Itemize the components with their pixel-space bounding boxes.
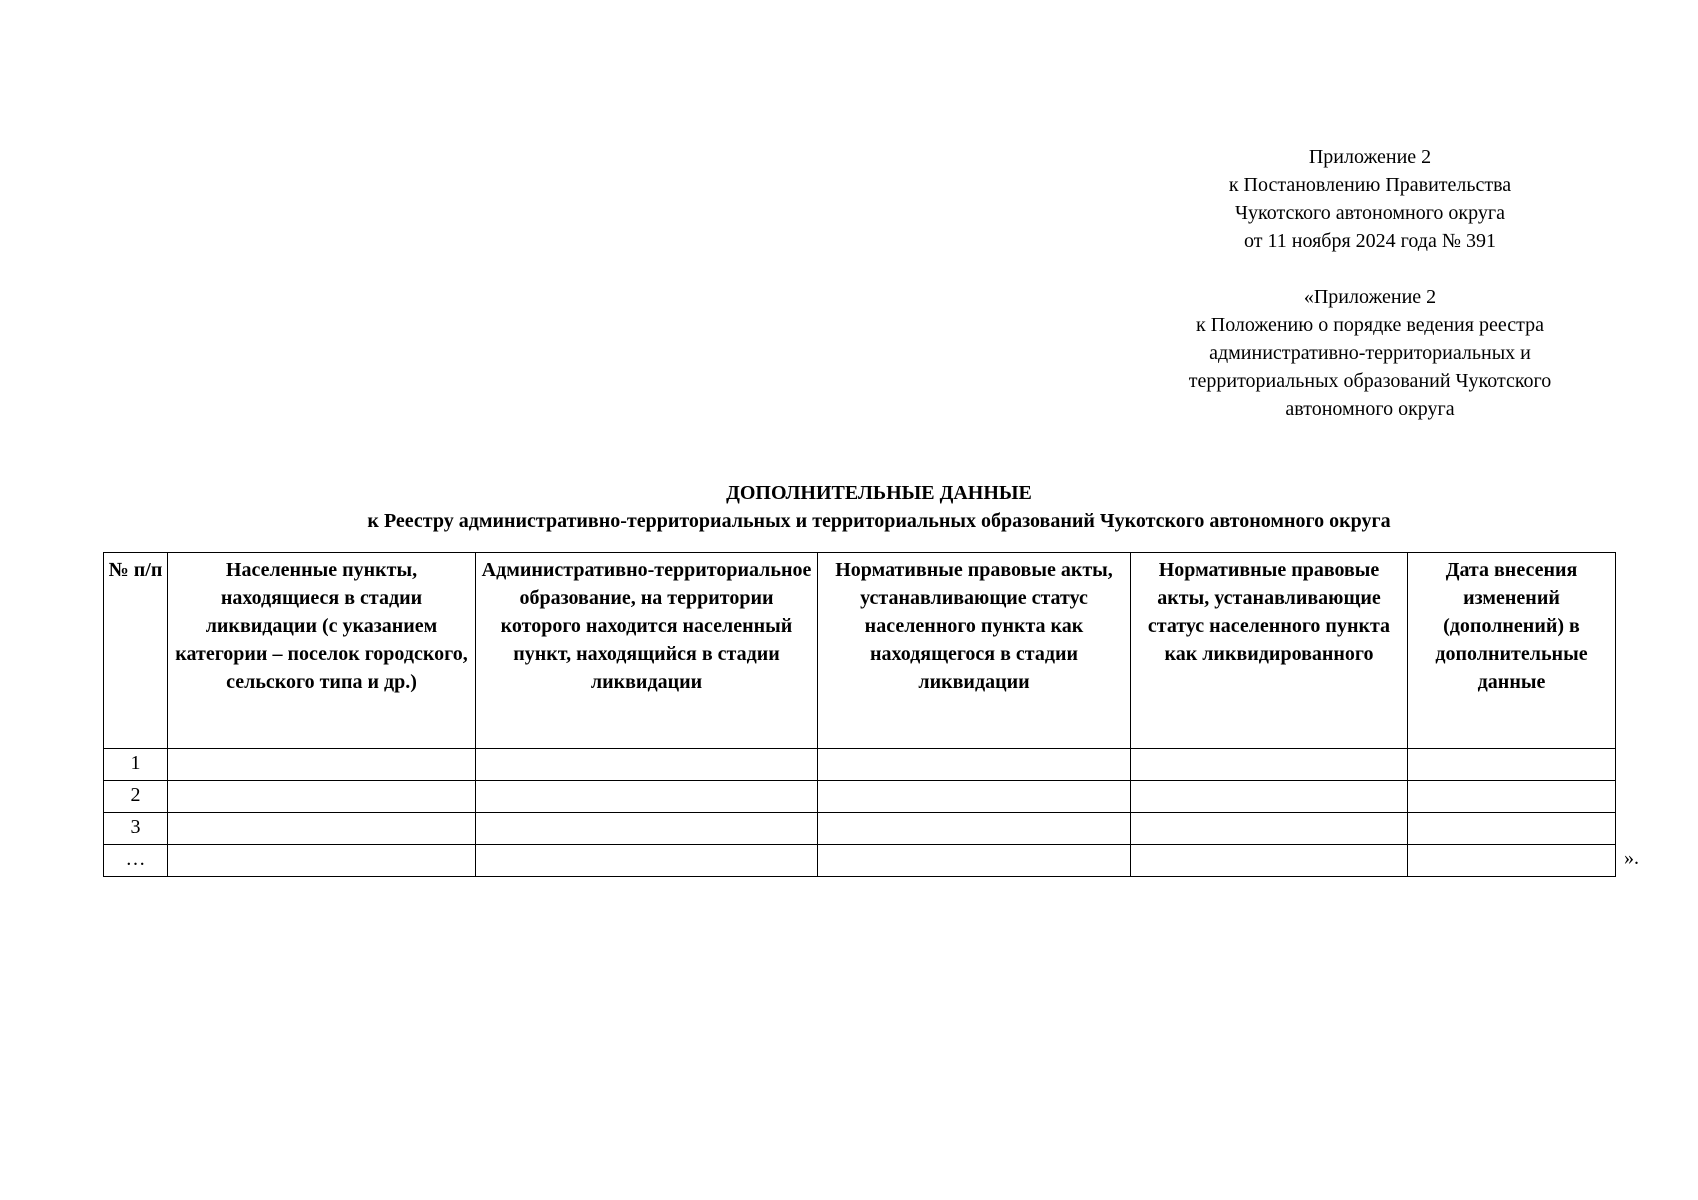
- table-cell: [476, 749, 818, 781]
- table-cell-number: 1: [104, 749, 168, 781]
- table-cell: [1131, 813, 1408, 845]
- table-row: [104, 813, 1616, 845]
- table-cell: [476, 813, 818, 845]
- appendix-reference-line: территориальных образований Чукотского: [1188, 370, 1552, 392]
- appendix-header-line: Чукотского автономного округа: [1235, 202, 1505, 224]
- column-header-acts-liquidation-stage: Нормативные правовые акты, устанавливающие статус населенного пункта как находящегося в стадии ликвидации: [818, 553, 1131, 749]
- table-cell: [476, 781, 818, 813]
- table-cell: [818, 813, 1131, 845]
- table-cell: [818, 781, 1131, 813]
- column-header-admin-unit: Административно-территориальное образование, на территории которого находится населенный пункт, находящийся в стадии ликвидации: [476, 553, 818, 749]
- table-cell: [168, 781, 476, 813]
- table-header-row: [104, 553, 1616, 749]
- table-cell: [1408, 781, 1616, 813]
- appendix-reference-line: к Положению о порядке ведения реестра: [1196, 314, 1544, 336]
- table-cell: [1131, 845, 1408, 877]
- table-cell: [168, 845, 476, 877]
- table-cell: [1408, 813, 1616, 845]
- table-cell-number: 3: [104, 813, 168, 845]
- appendix-header-line: к Постановлению Правительства: [1228, 174, 1512, 196]
- appendix-header-line: Приложение 2: [1308, 146, 1432, 168]
- column-header-change-date: Дата внесения изменений (дополнений) в дополнительные данные: [1408, 553, 1616, 749]
- column-header-settlements: Населенные пункты, находящиеся в стадии ликвидации (с указанием категории – поселок городского, сельского типа и др.): [168, 553, 476, 749]
- table-row: [104, 749, 1616, 781]
- column-header-acts-liquidated: Нормативные правовые акты, устанавливающие статус населенного пункта как ликвидированного: [1131, 553, 1408, 749]
- table-cell: [818, 749, 1131, 781]
- table-cell: [168, 813, 476, 845]
- table-cell: [1408, 749, 1616, 781]
- table-row: [104, 845, 1616, 877]
- table-cell: [818, 845, 1131, 877]
- table-cell: [168, 749, 476, 781]
- table-cell-number: 2: [104, 781, 168, 813]
- appendix-reference-line: «Приложение 2: [1303, 286, 1437, 308]
- table-cell: [476, 845, 818, 877]
- appendix-header: [1140, 143, 1600, 255]
- appendix-reference-line: административно-территориальных и: [1209, 342, 1531, 364]
- document-subtitle: к Реестру административно-территориальных и территориальных образований Чукотского автономного округа: [367, 510, 1391, 532]
- column-header-number: № п/п: [104, 553, 168, 749]
- table-cell-number: …: [104, 845, 168, 877]
- appendix-header-line: от 11 ноября 2024 года № 391: [1244, 230, 1496, 252]
- table-cell: [1131, 781, 1408, 813]
- appendix-reference-line: автономного округа: [1285, 398, 1455, 420]
- table-cell: [1408, 845, 1616, 877]
- appendix-reference: [1140, 283, 1600, 423]
- document-title: ДОПОЛНИТЕЛЬНЫЕ ДАННЫЕ: [726, 482, 1032, 504]
- table-row: [104, 781, 1616, 813]
- closing-quote: ».: [1624, 847, 1639, 869]
- additional-data-table: [103, 552, 1616, 877]
- table-cell: [1131, 749, 1408, 781]
